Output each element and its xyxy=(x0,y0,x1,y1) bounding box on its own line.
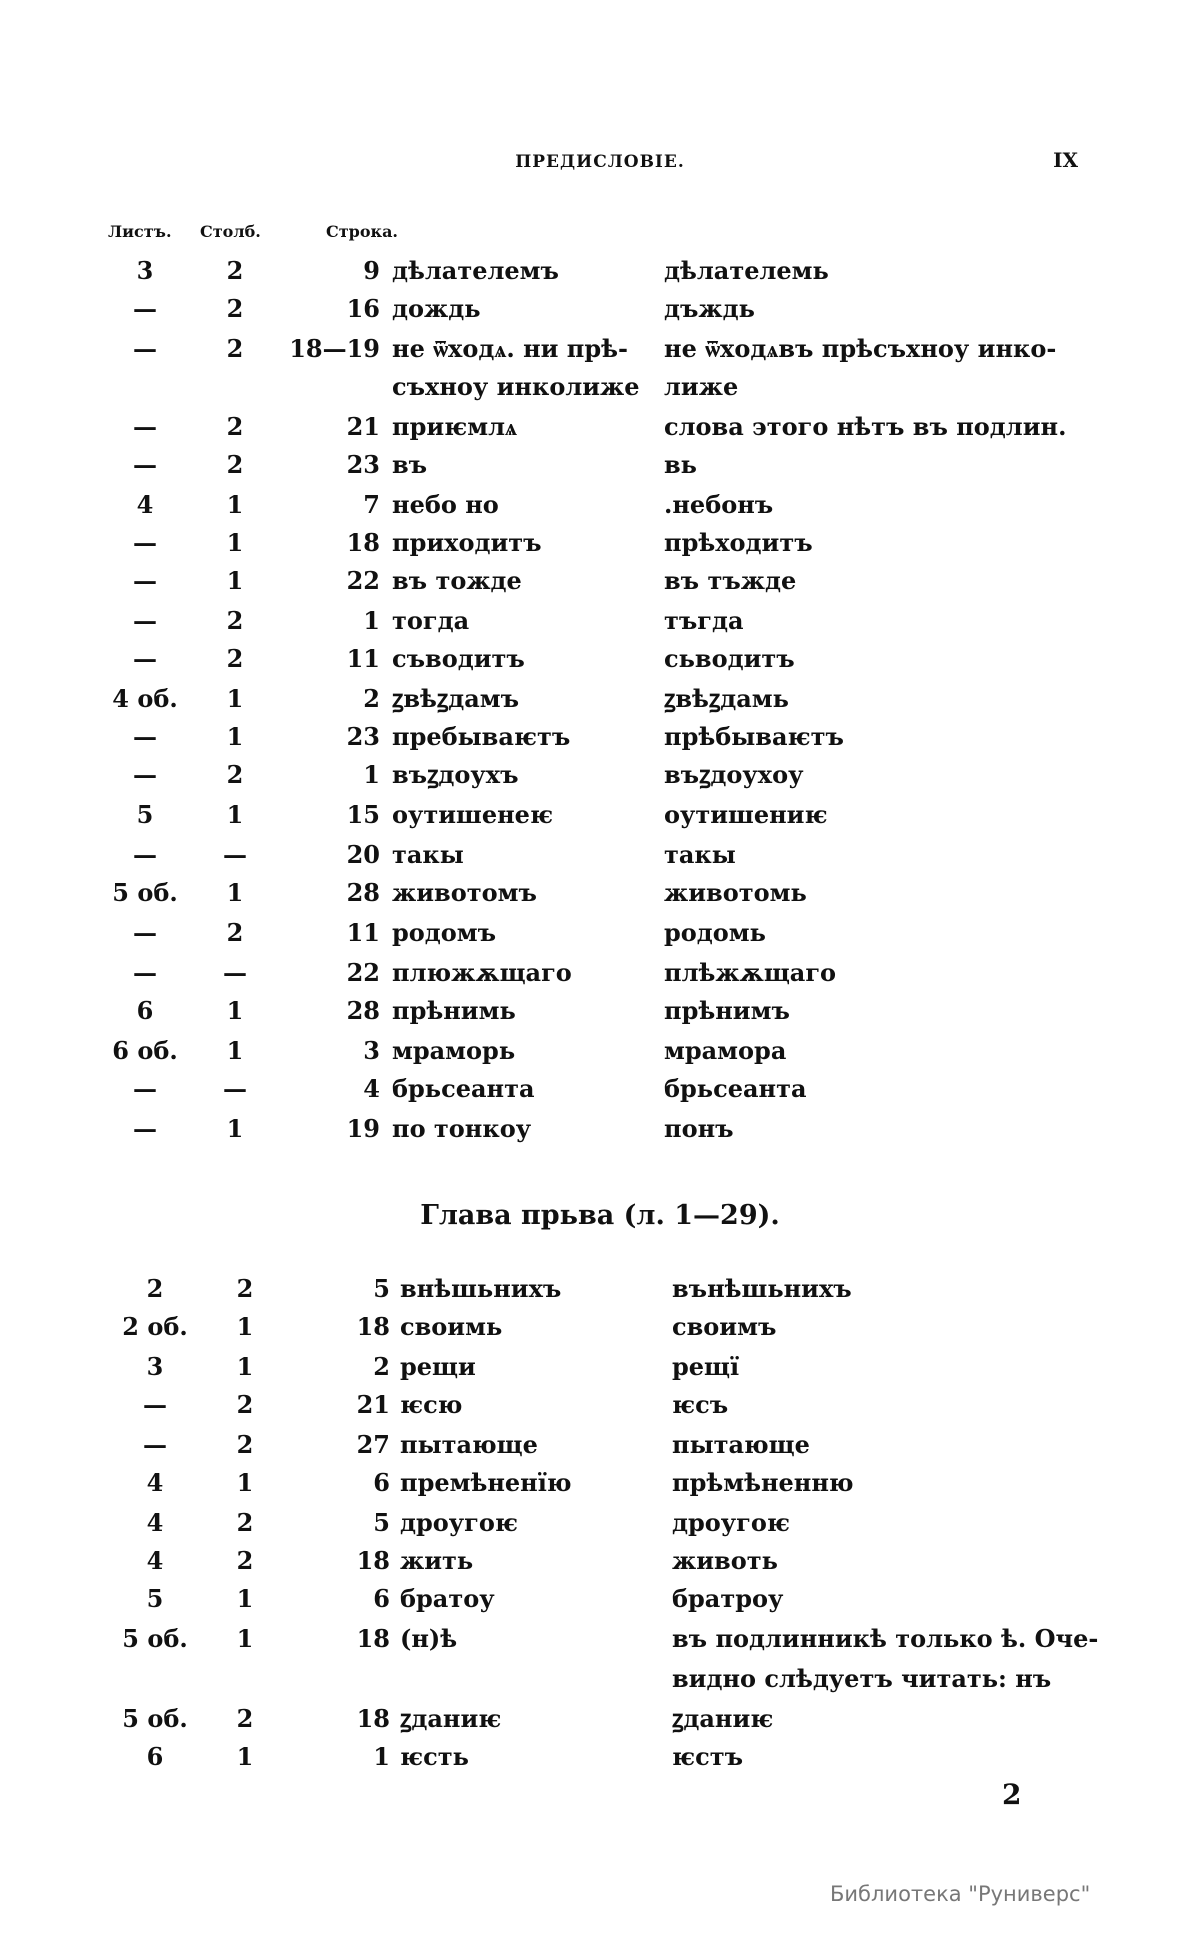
text-cell: небо но xyxy=(392,490,499,519)
table-row xyxy=(0,252,1200,290)
column-cell: 1 xyxy=(236,1584,254,1613)
leaf-cell: — xyxy=(133,760,157,789)
leaf-cell: — xyxy=(133,958,157,987)
line-cell: 23 xyxy=(346,722,380,751)
leaf-cell: 2 об. xyxy=(122,1312,188,1341)
column-header-leaf: Листъ. xyxy=(108,222,172,241)
correction-cell: своимъ xyxy=(672,1312,777,1341)
table-row xyxy=(0,796,1200,834)
column-cell: 1 xyxy=(236,1624,254,1653)
column-cell: 1 xyxy=(226,1036,244,1065)
correction-cell: понъ xyxy=(664,1114,734,1143)
text-cell: приходитъ xyxy=(392,528,542,557)
table-row-continuation xyxy=(0,368,1200,406)
table-row xyxy=(0,640,1200,678)
line-cell: 11 xyxy=(346,918,380,947)
table-row xyxy=(0,1738,1200,1776)
leaf-cell: — xyxy=(133,644,157,673)
leaf-cell: — xyxy=(133,1114,157,1143)
table-row xyxy=(0,914,1200,952)
line-cell: 22 xyxy=(346,958,380,987)
line-cell: 18 xyxy=(356,1624,390,1653)
column-cell: 1 xyxy=(236,1468,254,1497)
correction-cell: животь xyxy=(672,1546,778,1575)
table-row xyxy=(0,680,1200,718)
table-row xyxy=(0,1464,1200,1502)
leaf-cell: — xyxy=(133,840,157,869)
correction-cell: вь xyxy=(664,450,697,479)
text-cell: брьсеанта xyxy=(392,1074,535,1103)
line-cell: 2 xyxy=(373,1352,390,1381)
line-cell: 7 xyxy=(363,490,380,519)
column-header-line: Строка. xyxy=(326,222,398,241)
line-cell: 9 xyxy=(363,256,380,285)
text-cell: плюжѫщаго xyxy=(392,958,572,987)
column-cell: 1 xyxy=(226,566,244,595)
column-cell: 1 xyxy=(236,1312,254,1341)
column-cell: 1 xyxy=(236,1742,254,1771)
text-cell: прѣнимь xyxy=(392,996,516,1025)
leaf-cell: 4 xyxy=(146,1468,164,1497)
column-cell: 2 xyxy=(236,1546,254,1575)
line-cell: 2 xyxy=(363,684,380,713)
correction-cell: въ тъжде xyxy=(664,566,797,595)
column-cell: 2 xyxy=(226,334,244,363)
column-cell: 2 xyxy=(236,1704,254,1733)
text-cell: своимь xyxy=(400,1312,503,1341)
table-row xyxy=(0,1542,1200,1580)
line-cell: 28 xyxy=(346,878,380,907)
table-row xyxy=(0,408,1200,446)
text-cell: (н)ѣ xyxy=(400,1624,458,1653)
text-cell: премѣненїю xyxy=(400,1468,572,1497)
leaf-cell: — xyxy=(133,1074,157,1103)
text-cell: родомъ xyxy=(392,918,497,947)
line-cell: 5 xyxy=(373,1274,390,1303)
table-row xyxy=(0,992,1200,1030)
text-cell: жить xyxy=(400,1546,474,1575)
leaf-cell: 5 об. xyxy=(122,1624,188,1653)
text-cell: приѥмлѧ xyxy=(392,412,518,441)
column-cell: 2 xyxy=(226,918,244,947)
leaf-cell: 6 об. xyxy=(112,1036,178,1065)
line-cell: 3 xyxy=(363,1036,380,1065)
text-cell: животомъ xyxy=(392,878,537,907)
correction-cell: тъгда xyxy=(664,606,744,635)
correction-cell: сьводитъ xyxy=(664,644,795,673)
correction-cell: брьсеанта xyxy=(664,1074,807,1103)
column-cell: — xyxy=(223,840,247,869)
line-cell: 6 xyxy=(373,1468,390,1497)
text-cell: ꙁвѣꙁдамъ xyxy=(392,684,520,713)
table-row xyxy=(0,756,1200,794)
leaf-cell: — xyxy=(133,334,157,363)
line-cell: 1 xyxy=(363,606,380,635)
leaf-cell: 5 об. xyxy=(122,1704,188,1733)
table-row xyxy=(0,602,1200,640)
text-cell: ѥсть xyxy=(400,1742,469,1771)
leaf-cell: 3 xyxy=(136,256,154,285)
column-cell: 1 xyxy=(226,722,244,751)
correction-cell: ꙁданиѥ xyxy=(672,1704,774,1733)
leaf-cell: 5 об. xyxy=(112,878,178,907)
table-row xyxy=(0,1700,1200,1738)
line-cell: 5 xyxy=(373,1508,390,1537)
line-cell: 27 xyxy=(356,1430,390,1459)
page-number-signature: 2 xyxy=(1002,1778,1022,1811)
line-cell: 22 xyxy=(346,566,380,595)
correction-cell: животомь xyxy=(664,878,807,907)
line-cell: 18 xyxy=(346,528,380,557)
correction-cell: такы xyxy=(664,840,736,869)
column-cell: 1 xyxy=(226,684,244,713)
table-row xyxy=(0,1032,1200,1070)
text-cell: такы xyxy=(392,840,464,869)
leaf-cell: — xyxy=(133,528,157,557)
table-row xyxy=(0,446,1200,484)
correction-cell: не ѿходѧвъ прѣсъхноу инко- xyxy=(664,334,1057,363)
correction-cell: ѥстъ xyxy=(672,1742,744,1771)
column-cell: 2 xyxy=(236,1274,254,1303)
table-row xyxy=(0,486,1200,524)
correction-cell: въ подлинникѣ только ѣ. Оче- xyxy=(672,1624,1099,1653)
leaf-cell: — xyxy=(143,1430,167,1459)
correction-cell: братроу xyxy=(672,1584,784,1613)
text-cell: ѥсю xyxy=(400,1390,463,1419)
table-row xyxy=(0,290,1200,328)
correction-cell: дроугоѥ xyxy=(672,1508,790,1537)
line-cell: 21 xyxy=(356,1390,390,1419)
table-row xyxy=(0,718,1200,756)
correction-cell: въꙁдоухоу xyxy=(664,760,804,789)
leaf-cell: — xyxy=(133,606,157,635)
table-row xyxy=(0,1386,1200,1424)
line-cell: 18 xyxy=(356,1312,390,1341)
leaf-cell: 4 xyxy=(136,490,154,519)
column-cell: 1 xyxy=(226,800,244,829)
line-cell: 19 xyxy=(346,1114,380,1143)
leaf-cell: 6 xyxy=(146,1742,164,1771)
correction-cell: прѣмѣненню xyxy=(672,1468,854,1497)
correction-cell: прѣнимъ xyxy=(664,996,790,1025)
correction-cell-continuation: лиже xyxy=(664,372,739,401)
table-row xyxy=(0,836,1200,874)
text-cell: дождь xyxy=(392,294,481,323)
table-row xyxy=(0,1110,1200,1148)
correction-cell: прѣходитъ xyxy=(664,528,813,557)
leaf-cell: 2 xyxy=(146,1274,164,1303)
leaf-cell: 4 xyxy=(146,1546,164,1575)
column-header-column: Столб. xyxy=(200,222,261,241)
table-row xyxy=(0,1270,1200,1308)
column-cell: 1 xyxy=(226,528,244,557)
line-cell: 15 xyxy=(346,800,380,829)
column-cell: 2 xyxy=(226,256,244,285)
line-cell: 1 xyxy=(373,1742,390,1771)
correction-cell: родомь xyxy=(664,918,766,947)
line-cell: 16 xyxy=(346,294,380,323)
column-cell: 1 xyxy=(226,878,244,907)
line-cell: 4 xyxy=(363,1074,380,1103)
line-cell: 18 xyxy=(356,1546,390,1575)
leaf-cell: 4 об. xyxy=(112,684,178,713)
column-headers xyxy=(0,222,1200,248)
text-cell: въ xyxy=(392,450,428,479)
correction-cell: дѣлателемь xyxy=(664,256,829,285)
table-row xyxy=(0,1580,1200,1618)
page-number-roman: IX xyxy=(1053,148,1078,172)
text-cell: съводитъ xyxy=(392,644,525,673)
leaf-cell: — xyxy=(133,450,157,479)
running-title: ПРЕДИСЛОВІЕ. xyxy=(515,152,685,172)
correction-cell: вънѣшьнихъ xyxy=(672,1274,852,1303)
line-cell: 21 xyxy=(346,412,380,441)
leaf-cell: — xyxy=(143,1390,167,1419)
table-row xyxy=(0,1426,1200,1464)
library-watermark: Библиотека "Руниверс" xyxy=(830,1882,1091,1906)
column-cell: 2 xyxy=(236,1390,254,1419)
leaf-cell: — xyxy=(133,722,157,751)
column-cell: 1 xyxy=(226,1114,244,1143)
text-cell: рещи xyxy=(400,1352,476,1381)
column-cell: 2 xyxy=(226,294,244,323)
leaf-cell: 6 xyxy=(136,996,154,1025)
correction-cell: оутишениѥ xyxy=(664,800,828,829)
column-cell: 2 xyxy=(236,1508,254,1537)
line-cell: 11 xyxy=(346,644,380,673)
text-cell: мраморь xyxy=(392,1036,516,1065)
correction-cell: рещї xyxy=(672,1352,740,1381)
table-row xyxy=(0,330,1200,368)
text-cell: братоу xyxy=(400,1584,495,1613)
table-row xyxy=(0,1620,1200,1658)
line-cell: 18—19 xyxy=(289,334,380,363)
table-row xyxy=(0,874,1200,912)
column-cell: 2 xyxy=(226,644,244,673)
column-cell: 2 xyxy=(226,412,244,441)
correction-cell-continuation: видно слѣдуетъ читать: нъ xyxy=(672,1664,1052,1693)
text-cell: въ тожде xyxy=(392,566,522,595)
table-row xyxy=(0,524,1200,562)
text-cell: въꙁдоухъ xyxy=(392,760,519,789)
table-row xyxy=(0,954,1200,992)
line-cell: 28 xyxy=(346,996,380,1025)
correction-cell: пытающе xyxy=(672,1430,810,1459)
column-cell: 2 xyxy=(226,450,244,479)
text-cell: ꙁданиѥ xyxy=(400,1704,502,1733)
text-cell: оутишенеѥ xyxy=(392,800,554,829)
column-cell: 2 xyxy=(226,606,244,635)
correction-cell: мрамора xyxy=(664,1036,787,1065)
section-title: Глава прьва (л. 1—29). xyxy=(420,1200,780,1231)
column-cell: 2 xyxy=(226,760,244,789)
text-cell: не ѿходѧ. ни прѣ- xyxy=(392,334,628,363)
correction-cell: дъждь xyxy=(664,294,755,323)
leaf-cell: — xyxy=(133,294,157,323)
table-row xyxy=(0,1504,1200,1542)
text-cell: по тонкоу xyxy=(392,1114,532,1143)
table-row xyxy=(0,562,1200,600)
text-cell: пытающе xyxy=(400,1430,538,1459)
text-cell: внѣшьнихъ xyxy=(400,1274,562,1303)
leaf-cell: 5 xyxy=(146,1584,164,1613)
line-cell: 20 xyxy=(346,840,380,869)
text-cell: пребываѥтъ xyxy=(392,722,571,751)
line-cell: 18 xyxy=(356,1704,390,1733)
table-row-continuation xyxy=(0,1660,1200,1698)
correction-cell: .небонъ xyxy=(664,490,774,519)
correction-cell: слова этого нѣтъ въ подлин. xyxy=(664,412,1067,441)
correction-cell: ꙁвѣꙁдамь xyxy=(664,684,789,713)
correction-cell: прѣбываѥтъ xyxy=(664,722,844,751)
line-cell: 1 xyxy=(363,760,380,789)
leaf-cell: — xyxy=(133,918,157,947)
line-cell: 23 xyxy=(346,450,380,479)
column-cell: 1 xyxy=(226,996,244,1025)
text-cell: дѣлателемъ xyxy=(392,256,559,285)
text-cell: дроугоѥ xyxy=(400,1508,518,1537)
leaf-cell: — xyxy=(133,566,157,595)
table-row xyxy=(0,1348,1200,1386)
leaf-cell: 4 xyxy=(146,1508,164,1537)
table-row xyxy=(0,1070,1200,1108)
text-cell: тогда xyxy=(392,606,470,635)
column-cell: 2 xyxy=(236,1430,254,1459)
correction-cell: плѣжѫщаго xyxy=(664,958,837,987)
column-cell: 1 xyxy=(236,1352,254,1381)
column-cell: 1 xyxy=(226,490,244,519)
correction-cell: ѥсъ xyxy=(672,1390,729,1419)
leaf-cell: 5 xyxy=(136,800,154,829)
leaf-cell: 3 xyxy=(146,1352,164,1381)
leaf-cell: — xyxy=(133,412,157,441)
table-row xyxy=(0,1308,1200,1346)
line-cell: 6 xyxy=(373,1584,390,1613)
text-cell-continuation: съхноу инколиже xyxy=(392,372,640,401)
column-cell: — xyxy=(223,1074,247,1103)
column-cell: — xyxy=(223,958,247,987)
